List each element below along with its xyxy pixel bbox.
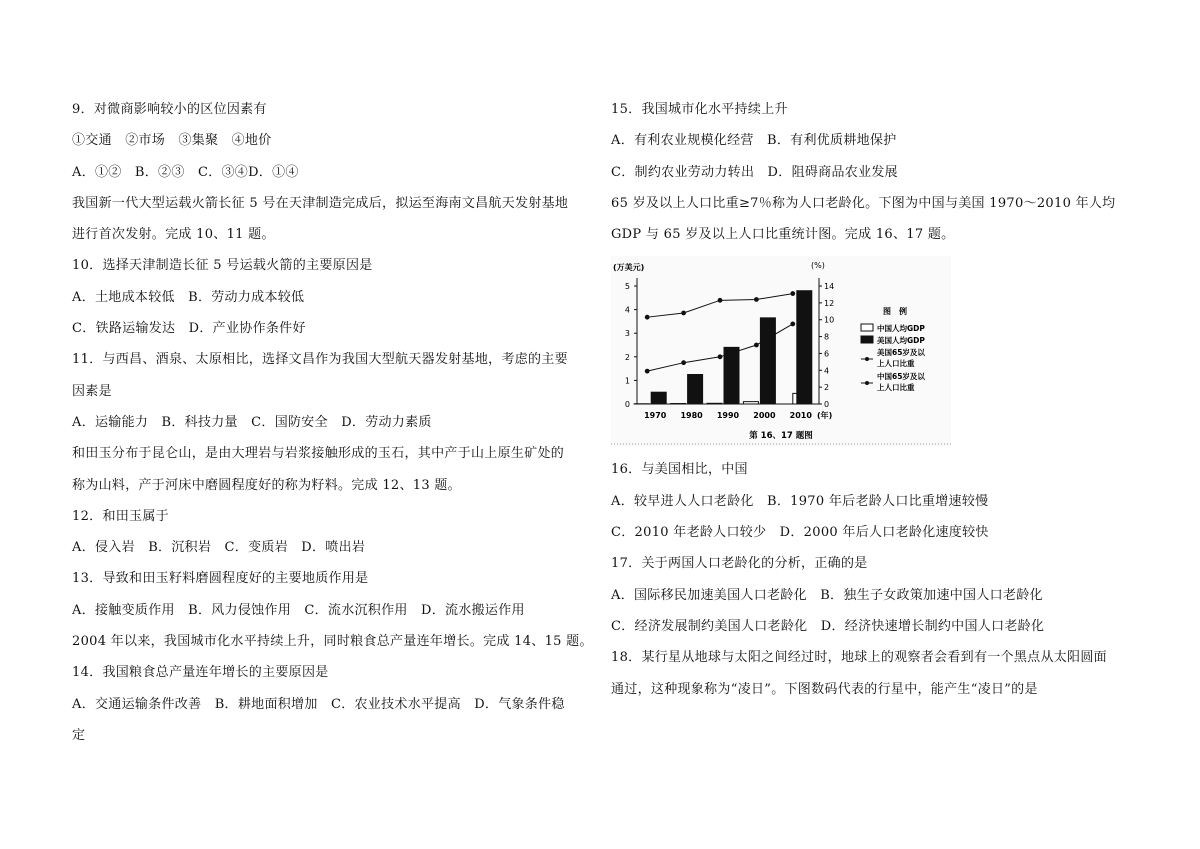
point-us-aging [754,298,759,303]
question-line: 12．和田玉属于 [72,508,169,524]
legend-label: 美国人均GDP [877,336,925,346]
bar-us-gdp [760,318,775,404]
question-line: C．2010 年老龄人口较少 D．2000 年后人口老龄化速度较快 [611,525,989,541]
point-cn-aging [718,355,723,360]
y-left-tick-label: 0 [624,400,630,410]
question-line: 我国新一代大型运载火箭长征 5 号在天津制造完成后，拟运至海南文昌航天发射基地 [72,195,569,211]
y-left-tick-label: 1 [624,376,630,386]
question-line: 11．与西昌、酒泉、太原相比，选择文昌作为我国大型航天器发射基地，考虑的主要 [72,352,568,368]
question-line: ①交通 ②市场 ③集聚 ④地价 [72,133,272,149]
question-line: A．运输能力 B．科技力量 C．国防安全 D．劳动力素质 [72,414,432,430]
legend-label: 上人口比重 [877,359,915,369]
point-cn-aging [681,361,686,366]
bar-us-gdp [797,291,812,404]
y-right-tick-label: 12 [824,299,835,309]
x-tick-label: 2000 [753,411,776,421]
question-line: A．有利农业规模化经营 B．有利优质耕地保护 [611,133,897,149]
question-line: C．制约农业劳动力转出 D．阻碍商品农业发展 [611,164,898,180]
legend-dot-cn-aging [865,381,869,385]
y-left-tick-label: 5 [624,282,630,292]
x-tick-label: 1980 [680,411,703,421]
question-line: 2004 年以来，我国城市化水平持续上升，同时粮食总产量连年增长。完成 14、15 题。 [72,634,593,650]
chart-caption: 第 16、17 题图 [749,431,813,442]
question-line: 称为山料，产于河床中磨圆程度好的称为籽料。完成 12、13 题。 [72,477,461,493]
legend-title: 图 例 [883,307,907,317]
right-column [611,94,1131,705]
legend-dot-us-aging [865,357,869,361]
y-right-tick-label: 8 [824,333,830,343]
question-line: A．侵入岩 B．沉积岩 C．变质岩 D．喷出岩 [72,540,366,556]
y-left-label: (万美元) [613,263,645,273]
chart-svg [611,256,951,446]
x-tick-label: 1970 [644,411,667,421]
y-right-tick-label: 6 [824,349,830,359]
y-right-tick-label: 2 [824,383,830,393]
question-line: 18．某行星从地球与太阳之间经过时，地球上的观察者会看到有一个黑点从太阳圆面 [611,650,1107,666]
bar-cn-gdp [743,402,758,404]
left-column [72,94,592,751]
legend-label: 中国人均GDP [877,324,925,334]
bar-us-gdp [724,348,739,405]
legend-swatch-us-gdp [861,336,873,343]
point-us-aging [681,311,686,316]
y-left-tick-label: 4 [624,306,630,316]
question-line: 65 岁及以上人口比重≥7％称为人口老龄化。下图为中国与美国 1970～2010 年人均 [611,195,1116,211]
point-cn-aging [645,369,650,374]
question-line: A．土地成本较低 B．劳动力成本较低 [72,289,305,305]
question-line: 14．我国粮食总产量连年增长的主要原因是 [72,665,329,681]
y-left-tick-label: 3 [624,329,630,339]
point-us-aging [790,292,795,297]
y-right-tick-label: 4 [824,366,830,376]
legend-label: 美国65岁及以 [877,348,925,358]
y-right-tick-label: 14 [824,282,835,292]
legend-label: 中国65岁及以 [877,372,925,382]
question-line: 16．与美国相比，中国 [611,462,748,478]
question-line: A．接触变质作用 B．风力侵蚀作用 C．流水沉积作用 D．流水搬运作用 [72,602,525,618]
question-line: A．国际移民加速美国人口老龄化 B．独生子女政策加速中国人口老龄化 [611,587,1043,603]
question-line: 9．对微商影响较小的区位因素有 [72,102,267,117]
question-line: 通过，这种现象称为“凌日”。下图数码代表的行星中，能产生“凌日”的是 [611,681,1038,697]
x-tick-label: 2010 [789,411,812,421]
point-us-aging [718,298,723,303]
question-line: C．铁路运输发达 D．产业协作条件好 [72,321,306,337]
legend-label: 上人口比重 [877,383,915,393]
question-line: 和田玉分布于昆仑山，是由大理岩与岩浆接触形成的玉石，其中产于山上原生矿处的 [72,446,565,462]
question-line: GDP 与 65 岁及以上人口比重统计图。完成 16、17 题。 [611,227,955,243]
bar-us-gdp [688,375,703,405]
y-right-tick-label: 10 [824,316,835,326]
question-line: 进行首次发射。完成 10、11 题。 [72,227,275,243]
y-right-tick-label: 0 [824,400,830,410]
question-line: 15．我国城市化水平持续上升 [611,102,788,117]
point-cn-aging [754,343,759,348]
question-line: A．交通运输条件改善 B．耕地面积增加 C．农业技术水平提高 D．气象条件稳 [72,696,565,712]
question-line: A．①② B．②③ C．③④D．①④ [72,164,299,180]
question-line: 因素是 [72,383,112,399]
point-cn-aging [790,322,795,327]
population-gdp-chart [611,256,951,446]
question-line: 定 [72,727,86,743]
point-us-aging [645,315,650,320]
question-line: C．经济发展制约美国人口老龄化 D．经济快速增长制约中国人口老龄化 [611,618,1045,634]
y-right-label: (%) [811,261,825,271]
question-line: 13．导致和田玉籽料磨圆程度好的主要地质作用是 [72,571,369,587]
bar-cn-gdp [707,404,722,405]
question-line: 17．关于两国人口老龄化的分析，正确的是 [611,556,868,572]
x-tick-label: 1990 [716,411,740,421]
question-line: A．较早进人人口老龄化 B．1970 年后老龄人口比重增速较慢 [611,493,989,509]
legend-swatch-cn-gdp [861,324,873,331]
question-line: 10．选择天津制造长征 5 号运载火箭的主要原因是 [72,258,373,274]
bar-us-gdp [651,393,666,405]
y-left-tick-label: 2 [624,353,630,363]
x-unit: (年) [817,411,833,421]
